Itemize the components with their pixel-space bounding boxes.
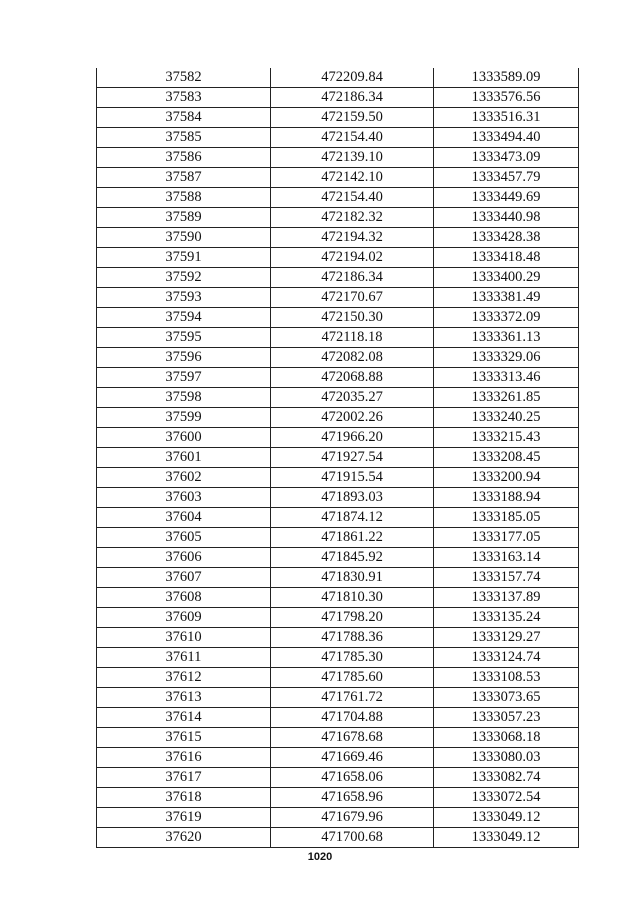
x-coordinate-cell: 472186.34 [271,88,434,108]
y-coordinate-cell: 1333137.89 [434,588,579,608]
x-coordinate-cell: 471761.72 [271,688,434,708]
y-coordinate-cell: 1333418.48 [434,248,579,268]
table-row [97,128,579,148]
table-row [97,188,579,208]
table-row [97,808,579,828]
point-id-cell: 37587 [97,168,271,188]
page-number: 1020 [307,851,333,863]
x-coordinate-cell: 471785.30 [271,648,434,668]
table-row [97,268,579,288]
y-coordinate-cell: 1333072.54 [434,788,579,808]
table-row [97,828,579,848]
x-coordinate-cell: 471700.68 [271,828,434,848]
x-coordinate-cell: 472118.18 [271,328,434,348]
y-coordinate-cell: 1333261.85 [434,388,579,408]
x-coordinate-cell: 472035.27 [271,388,434,408]
x-coordinate-cell: 472186.34 [271,268,434,288]
point-id-cell: 37593 [97,288,271,308]
y-coordinate-cell: 1333108.53 [434,668,579,688]
table-row [97,328,579,348]
table-row [97,308,579,328]
point-id-cell: 37603 [97,488,271,508]
table-row [97,388,579,408]
y-coordinate-cell: 1333188.94 [434,488,579,508]
y-coordinate-cell: 1333163.14 [434,548,579,568]
table-row [97,508,579,528]
y-coordinate-cell: 1333080.03 [434,748,579,768]
point-id-cell: 37608 [97,588,271,608]
y-coordinate-cell: 1333428.38 [434,228,579,248]
table-row [97,348,579,368]
y-coordinate-cell: 1333589.09 [434,68,579,88]
table-row [97,248,579,268]
point-id-cell: 37615 [97,728,271,748]
x-coordinate-cell: 471798.20 [271,608,434,628]
y-coordinate-cell: 1333449.69 [434,188,579,208]
point-id-cell: 37584 [97,108,271,128]
x-coordinate-cell: 471874.12 [271,508,434,528]
table-row [97,168,579,188]
table-row [97,728,579,748]
table-row [97,708,579,728]
point-id-cell: 37614 [97,708,271,728]
x-coordinate-cell: 471669.46 [271,748,434,768]
table-row [97,468,579,488]
x-coordinate-cell: 471966.20 [271,428,434,448]
point-id-cell: 37617 [97,768,271,788]
y-coordinate-cell: 1333200.94 [434,468,579,488]
y-coordinate-cell: 1333240.25 [434,408,579,428]
table-row [97,568,579,588]
x-coordinate-cell: 472209.84 [271,68,434,88]
y-coordinate-cell: 1333313.46 [434,368,579,388]
x-coordinate-cell: 472194.02 [271,248,434,268]
point-id-cell: 37609 [97,608,271,628]
y-coordinate-cell: 1333372.09 [434,308,579,328]
point-id-cell: 37582 [97,68,271,88]
x-coordinate-cell: 471788.36 [271,628,434,648]
y-coordinate-cell: 1333129.27 [434,628,579,648]
point-id-cell: 37602 [97,468,271,488]
point-id-cell: 37613 [97,688,271,708]
table-row [97,428,579,448]
table-row [97,608,579,628]
y-coordinate-cell: 1333215.43 [434,428,579,448]
point-id-cell: 37597 [97,368,271,388]
y-coordinate-cell: 1333177.05 [434,528,579,548]
x-coordinate-cell: 471915.54 [271,468,434,488]
point-id-cell: 37612 [97,668,271,688]
table-row [97,448,579,468]
table-row [97,528,579,548]
table-row [97,108,579,128]
point-id-cell: 37616 [97,748,271,768]
x-coordinate-cell: 471893.03 [271,488,434,508]
point-id-cell: 37596 [97,348,271,368]
y-coordinate-cell: 1333457.79 [434,168,579,188]
point-id-cell: 37606 [97,548,271,568]
x-coordinate-cell: 471861.22 [271,528,434,548]
x-coordinate-cell: 472170.67 [271,288,434,308]
point-id-cell: 37598 [97,388,271,408]
table-row [97,788,579,808]
point-id-cell: 37583 [97,88,271,108]
y-coordinate-cell: 1333473.09 [434,148,579,168]
x-coordinate-cell: 471658.96 [271,788,434,808]
x-coordinate-cell: 472150.30 [271,308,434,328]
point-id-cell: 37605 [97,528,271,548]
point-id-cell: 37619 [97,808,271,828]
point-id-cell: 37591 [97,248,271,268]
x-coordinate-cell: 471845.92 [271,548,434,568]
y-coordinate-cell: 1333185.05 [434,508,579,528]
y-coordinate-cell: 1333073.65 [434,688,579,708]
table-row [97,88,579,108]
table-row [97,408,579,428]
x-coordinate-cell: 471810.30 [271,588,434,608]
point-id-cell: 37607 [97,568,271,588]
table-row [97,688,579,708]
y-coordinate-cell: 1333157.74 [434,568,579,588]
x-coordinate-cell: 472182.32 [271,208,434,228]
y-coordinate-cell: 1333381.49 [434,288,579,308]
x-coordinate-cell: 471678.68 [271,728,434,748]
point-id-cell: 37585 [97,128,271,148]
x-coordinate-cell: 471679.96 [271,808,434,828]
point-id-cell: 37592 [97,268,271,288]
point-id-cell: 37610 [97,628,271,648]
y-coordinate-cell: 1333329.06 [434,348,579,368]
coordinate-table-container [96,68,578,848]
y-coordinate-cell: 1333082.74 [434,768,579,788]
table-row [97,548,579,568]
y-coordinate-cell: 1333124.74 [434,648,579,668]
point-id-cell: 37604 [97,508,271,528]
x-coordinate-cell: 472068.88 [271,368,434,388]
table-row [97,748,579,768]
point-id-cell: 37588 [97,188,271,208]
coordinate-table-body [97,68,579,848]
table-row [97,648,579,668]
point-id-cell: 37595 [97,328,271,348]
x-coordinate-cell: 471927.54 [271,448,434,468]
x-coordinate-cell: 472142.10 [271,168,434,188]
table-row [97,588,579,608]
y-coordinate-cell: 1333068.18 [434,728,579,748]
y-coordinate-cell: 1333049.12 [434,808,579,828]
x-coordinate-cell: 472154.40 [271,188,434,208]
point-id-cell: 37620 [97,828,271,848]
point-id-cell: 37600 [97,428,271,448]
y-coordinate-cell: 1333516.31 [434,108,579,128]
y-coordinate-cell: 1333576.56 [434,88,579,108]
table-row [97,148,579,168]
x-coordinate-cell: 471704.88 [271,708,434,728]
table-row [97,768,579,788]
point-id-cell: 37594 [97,308,271,328]
point-id-cell: 37601 [97,448,271,468]
point-id-cell: 37618 [97,788,271,808]
point-id-cell: 37589 [97,208,271,228]
x-coordinate-cell: 472154.40 [271,128,434,148]
x-coordinate-cell: 472159.50 [271,108,434,128]
table-row [97,208,579,228]
y-coordinate-cell: 1333400.29 [434,268,579,288]
y-coordinate-cell: 1333361.13 [434,328,579,348]
y-coordinate-cell: 1333440.98 [434,208,579,228]
y-coordinate-cell: 1333057.23 [434,708,579,728]
point-id-cell: 37599 [97,408,271,428]
x-coordinate-cell: 472082.08 [271,348,434,368]
y-coordinate-cell: 1333494.40 [434,128,579,148]
y-coordinate-cell: 1333049.12 [434,828,579,848]
point-id-cell: 37611 [97,648,271,668]
table-row [97,488,579,508]
x-coordinate-cell: 471785.60 [271,668,434,688]
table-row [97,368,579,388]
y-coordinate-cell: 1333135.24 [434,608,579,628]
x-coordinate-cell: 472139.10 [271,148,434,168]
x-coordinate-cell: 472002.26 [271,408,434,428]
y-coordinate-cell: 1333208.45 [434,448,579,468]
x-coordinate-cell: 471658.06 [271,768,434,788]
coordinate-table [96,68,579,848]
table-row [97,288,579,308]
x-coordinate-cell: 472194.32 [271,228,434,248]
x-coordinate-cell: 471830.91 [271,568,434,588]
point-id-cell: 37590 [97,228,271,248]
point-id-cell: 37586 [97,148,271,168]
table-row [97,68,579,88]
table-row [97,628,579,648]
table-row [97,228,579,248]
table-row [97,668,579,688]
